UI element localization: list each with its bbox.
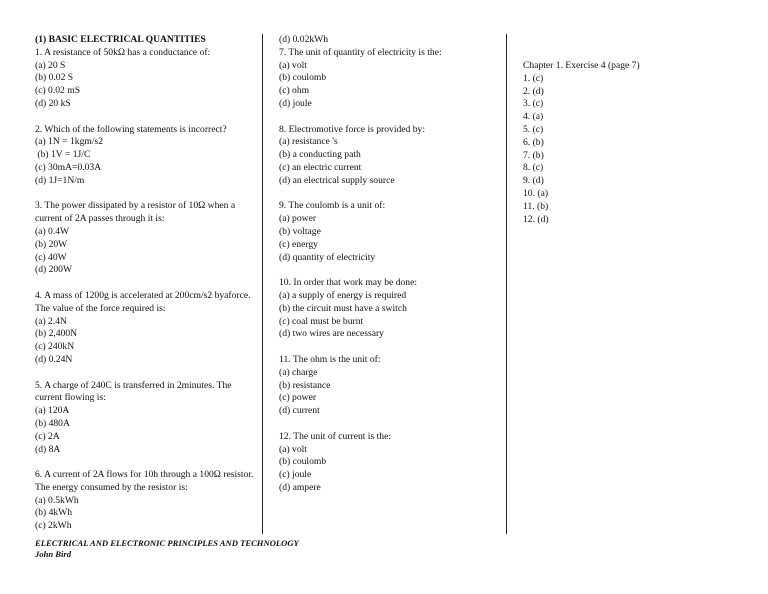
option: (d) current (279, 405, 320, 417)
question-stem: 9. The coulomb is a unit of: (279, 200, 386, 212)
option: (c) 0.02 mS (35, 85, 81, 97)
question-stem: 3. The power dissipated by a resistor of 10Ω when a current of 2A passes through it is: (35, 200, 236, 225)
option: (b) 20W (35, 238, 68, 250)
option: (b) 0.02 S (35, 72, 74, 84)
option: (c) an electric current (279, 161, 362, 173)
option: (a) power (279, 213, 317, 225)
option: (c) power (279, 392, 317, 404)
option: (b) 480A (35, 417, 70, 429)
option: (d) quantity of electricity (279, 251, 376, 263)
option: (b) 2,400N (35, 328, 78, 340)
question-10 (279, 277, 501, 341)
option: (a) 120A (35, 405, 70, 417)
option: (a) resistance 's (279, 136, 338, 148)
answers-column (523, 60, 743, 226)
option: (b) coulomb (279, 456, 327, 468)
answer-item: 12. (d) (523, 213, 549, 225)
question-7 (279, 47, 501, 111)
question-stem: 12. The unit of current is the: (279, 430, 391, 442)
option: (b) 4kWh (35, 507, 73, 519)
answer-item: 1. (c) (523, 72, 544, 84)
answer-item: 8. (c) (523, 162, 544, 174)
option: (a) volt (279, 59, 307, 71)
answers-title: Chapter 1. Exercise 4 (page 7) (523, 60, 640, 71)
option: (d) an electrical supply source (279, 174, 395, 186)
answer-item: 3. (c) (523, 98, 544, 110)
option: (c) energy (279, 238, 318, 250)
question-stem: 6. A current of 2A flows for 10h through a 100Ω resistor. The energy consumed by the resistor is: (35, 469, 254, 493)
option: (c) ohm (279, 85, 310, 97)
option: (d) 0.02kWh (279, 34, 329, 45)
column-divider-left (262, 34, 263, 534)
option: (c) coal must be burnt (279, 315, 364, 327)
answer-item: 2. (d) (523, 85, 544, 97)
column-divider-right (506, 34, 507, 534)
answer-item: 9. (d) (523, 175, 544, 187)
option: (d) 8A (35, 443, 61, 455)
question-stem: 5. A charge of 240C is transferred in 2minutes. The current flowing is: (35, 379, 232, 404)
option: (b) voltage (279, 225, 321, 237)
option: (d) 1J=1N/m (35, 174, 85, 186)
option: (b) coulomb (279, 72, 327, 84)
answer-item: 5. (c) (523, 123, 544, 135)
option: (a) 2.4N (35, 315, 67, 327)
answer-item: 4. (a) (523, 111, 544, 123)
option: (b) 1V = 1J/C (35, 149, 91, 161)
page-footer (35, 538, 299, 559)
option: (d) ampere (279, 481, 321, 493)
option: (c) 2kWh (35, 520, 72, 532)
option: (c) 240kN (35, 341, 75, 353)
option: (a) 20 S (35, 59, 66, 71)
question-4 (35, 290, 257, 367)
option: (a) 0.4W (35, 225, 70, 237)
option: (a) 0.5kWh (35, 494, 79, 506)
option: (a) volt (279, 443, 307, 455)
question-11 (279, 354, 501, 418)
questions-column-1 (35, 34, 257, 533)
question-8 (279, 124, 501, 188)
question-stem: 8. Electromotive force is provided by: (279, 123, 425, 135)
option: (d) two wires are necessary (279, 328, 384, 340)
option: (d) 200W (35, 264, 73, 276)
option: (b) the circuit must have a switch (279, 302, 407, 314)
question-6 (35, 469, 257, 533)
question-6-continued (279, 34, 501, 47)
book-title: ELECTRICAL AND ELECTRONIC PRINCIPLES AND TECHNOLOGY (35, 538, 299, 548)
option: (a) 1N = 1kgm/s2 (35, 136, 104, 148)
option: (a) a supply of energy is required (279, 289, 407, 301)
answer-item: 6. (b) (523, 136, 544, 148)
option: (c) joule (279, 469, 312, 481)
option: (b) a conducting path (279, 149, 361, 161)
answer-item: 10. (a) (523, 187, 549, 199)
option: (b) resistance (279, 379, 331, 391)
question-9 (279, 200, 501, 264)
option: (c) 40W (35, 251, 67, 263)
question-stem: 7. The unit of quantity of electricity is the: (279, 46, 442, 58)
option: (d) 0.24N (35, 353, 73, 365)
option: (d) 20 kS (35, 97, 71, 109)
question-stem: 11. The ohm is the unit of: (279, 353, 381, 365)
question-stem: 2. Which of the following statements is incorrect? (35, 123, 227, 135)
questions-column-2 (279, 34, 501, 507)
question-3 (35, 200, 257, 277)
answer-item: 11. (b) (523, 200, 549, 212)
question-12 (279, 431, 501, 495)
answer-item: 7. (b) (523, 149, 544, 161)
question-5 (35, 380, 257, 457)
option: (c) 2A (35, 430, 60, 442)
question-stem: 4. A mass of 1200g is accelerated at 200cm/s2 byaforce. The value of the force required is: (35, 289, 251, 314)
option: (a) charge (279, 366, 318, 378)
option: (c) 30mA=0.03A (35, 161, 102, 173)
section-title: (1) BASIC ELECTRICAL QUANTITIES (35, 34, 206, 45)
question-stem: 1. A resistance of 50kΩ has a conductance of: (35, 46, 211, 58)
option: (d) joule (279, 97, 312, 109)
question-stem: 10. In order that work may be done: (279, 277, 418, 289)
author-name: John Bird (35, 548, 72, 559)
question-1 (35, 47, 257, 111)
question-2 (35, 124, 257, 188)
